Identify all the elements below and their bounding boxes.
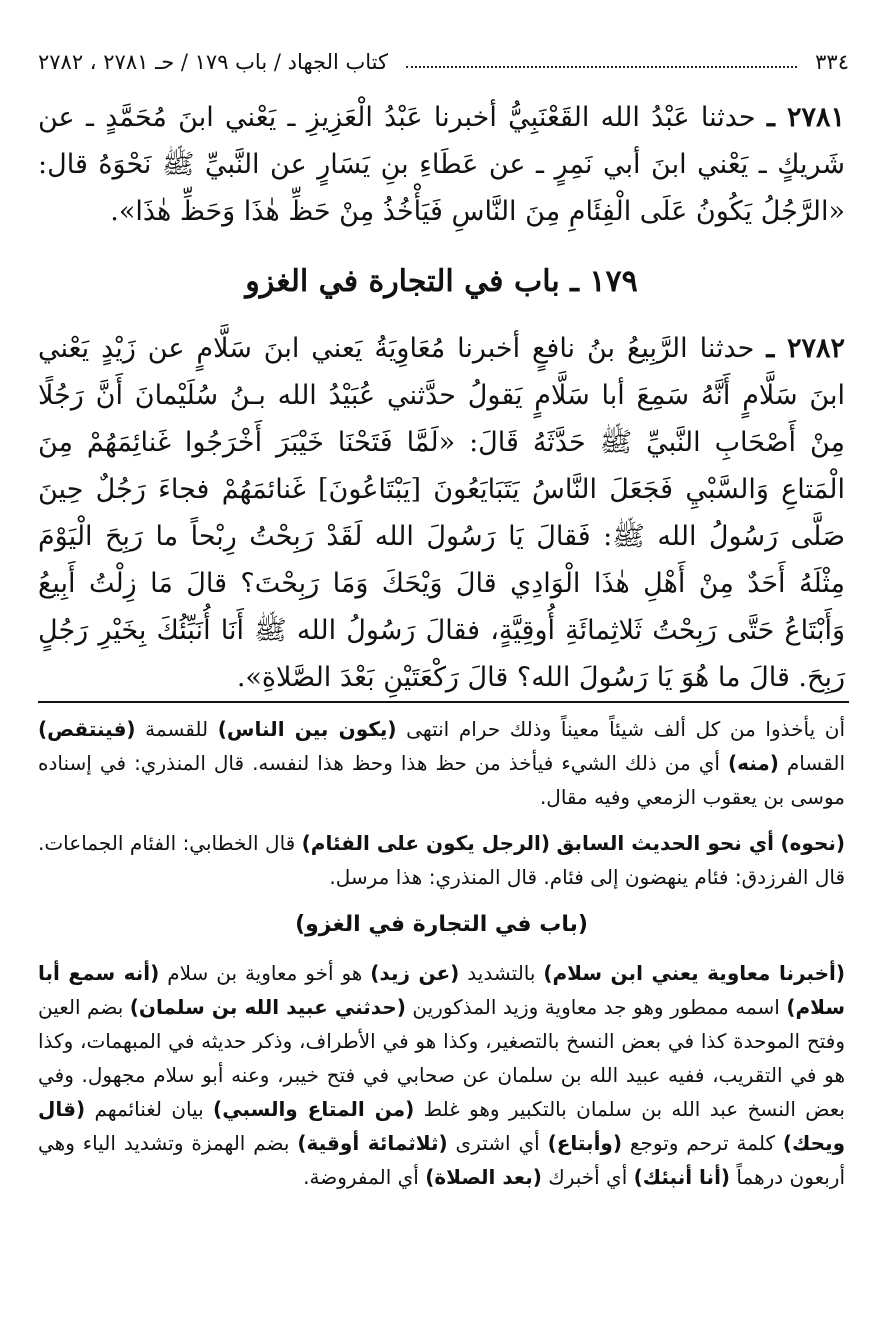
main-text <box>38 94 845 701</box>
commentary-text: أن يأخذوا من كل ألف شيئاً معيناً وذلك حرام انتهى <box>396 717 846 741</box>
commentary-bold-phrase: (أنا أنبئك) <box>633 1165 731 1189</box>
commentary-text: قال الخطابي: الفئام الجماعات. قال الفرزدق: فئام ينهضون إلى فئام. قال المنذري: هذا مرسل. <box>38 831 845 889</box>
commentary-text: هو أخو معاوية بن سلام <box>159 961 371 985</box>
commentary-bold-phrase: (قال ويحك) <box>38 1097 846 1155</box>
chapter-heading <box>38 257 845 307</box>
header-dot-leader <box>406 56 797 68</box>
commentary <box>38 712 845 1206</box>
commentary-text: أي اشترى <box>447 1131 548 1155</box>
commentary-bold-phrase: (أخبرنا معاوية يعني ابن سلام) <box>543 961 845 985</box>
hadith-number: ٢٧٨١ ـ <box>766 102 845 133</box>
commentary-bold-phrase: أي نحو الحديث السابق <box>556 831 775 855</box>
hadith-text: حدثنا عَبْدُ الله القَعْنَبِيُّ أخبرنا عَبْدُ الْعَزِيزِ ـ يَعْني ابنَ مُحَمَّدٍ ـ عن شَريكٍ ـ يَعْني ابنَ أبي نَمِرٍ ـ عن عَطَاءِ بنِ يَسَارٍ عن النَّبيِّ ﷺ نَحْوَهُ قال: «الرَّجُلُ يَكُونُ عَلَى الْفِئَامِ مِنَ النَّاسِ فَيَأْخُذُ مِنْ حَظِّ هٰذَا وَحَظِّ هٰذَا». <box>38 102 845 227</box>
chapter-number: ١٧٩ ـ <box>570 264 638 299</box>
chapter-label: باب <box>513 264 560 299</box>
commentary-bold-phrase: (وأبتاع) <box>547 1131 622 1155</box>
commentary-bold-phrase: (الرجل يكون على الفئام) <box>301 831 551 855</box>
commentary-text: بضم الهمزة وتشديد الياء وهي أربعون درهماً <box>38 1131 845 1189</box>
commentary-bold-phrase: (ثلاثمائة أوقية) <box>297 1131 448 1155</box>
commentary-bold-phrase: (منه) <box>727 751 779 775</box>
commentary-bold-phrase: (من المتاع والسبي) <box>213 1097 415 1121</box>
commentary-bold-phrase: (نحوه) <box>780 831 846 855</box>
commentary-text: بالتشديد <box>459 961 544 985</box>
commentary-bold-phrase: (يكون بين الناس) <box>217 717 397 741</box>
footnote-divider <box>38 701 849 703</box>
commentary-paragraph <box>38 956 845 1194</box>
commentary-paragraph <box>38 712 845 814</box>
commentary-text: اسمه ممطور وهو جد معاوية وزيد المذكورين <box>405 995 787 1019</box>
commentary-bold-phrase: (بعد الصلاة) <box>425 1165 542 1189</box>
commentary-text: أي المفروضة. <box>303 1165 426 1189</box>
chapter-title: في التجارة في الغزو <box>245 264 504 299</box>
commentary-text: أي من ذلك الشيء فيأخذ من حظ هذا وحظ هذا لنفسه. قال المنذري: في إسناده موسى بن يعقوب الزمعي وفيه مقال. <box>38 751 845 809</box>
page-number: ٣٣٤ <box>815 50 849 74</box>
hadith-number: ٢٧٨٢ ـ <box>766 333 845 364</box>
hadith-2781 <box>38 94 845 235</box>
commentary-subheading: (باب في التجارة في الغزو) <box>295 912 588 937</box>
commentary-text: بضم العين وفتح الموحدة كذا في بعض النسخ بالتصغير، وكذا هو في الأطراف، وذكر حديثه في المبهمات، وكذا هو في التقريب، ففيه عبيد الله بن سلمان عن صحابي في فتح خيبر، وعنه أبو سلام مجهول. وفي بعض النسخ عبد الله بن سلمان بالتكبير وهو غلط <box>38 995 846 1121</box>
commentary-bold-phrase: (فينتقص) <box>38 717 136 741</box>
hadith-2782 <box>38 325 845 701</box>
page-header <box>38 42 849 82</box>
commentary-text: القسام <box>778 751 845 775</box>
running-title: كتاب الجهاد / باب ١٧٩ / حـ ٢٧٨١ ، ٢٧٨٢ <box>38 50 388 74</box>
commentary-bold-phrase: (أنه سمع أبا سلام) <box>38 961 845 1019</box>
commentary-text: للقسمة <box>135 717 218 741</box>
hadith-text: حدثنا الرَّبِيعُ بنُ نافعٍ أخبرنا مُعَاوِيَةُ يَعني ابنَ سَلَّامٍ عن زَيْدٍ يَعْني ابنَ سَلَّامٍ أَنَّهُ سَمِعَ أبا سَلَّامٍ يَقولُ حدَّثني عُبَيْدُ الله بـنُ سُلَيْمانَ أَنَّ رَجُلًا مِنْ أَصْحَابِ النَّبيِّ ﷺ حَدَّثَهُ قَالَ: «لَمَّا فَتَحْنَا خَيْبَرَ أَخْرَجُوا غَنائِمَهُمْ مِنَ الْمَتاعِ وَالسَّبْيِ فَجَعَلَ النَّاسُ يَتَبَايَعُونَ [يَبْتَاعُونَ] غَنائمَهُمْ فجاءَ رَجُلٌ حِينَ صَلَّى رَسُولُ الله ﷺ: فَقالَ يَا رَسُولَ الله لَقَدْ رَبِحْتُ رِبْحاً ما رَبِحَ الْيَوْمَ مِثْلَهُ أَحَدٌ مِنْ أَهْلِ هٰذَا الْوَادِي قالَ وَيْحَكَ وَمَا رَبِحْتَ؟ قالَ مَا زِلْتُ أَبِيعُ وَأَبْتَاعُ حَتَّى رَبِحْتُ ثَلاثِمائَةِ أُوقِيَّةٍ، فقالَ رَسُولُ الله ﷺ أَنَا أُنَبِّئُكَ بِخَيْرِ رَجُلٍ رَبِحَ. قالَ ما هُوَ يَا رَسُولَ الله؟ قالَ رَكْعَتَيْنِ بَعْدَ الصَّلاةِ». <box>38 333 845 693</box>
commentary-text: بيان لغنائمهم <box>85 1097 214 1121</box>
commentary-paragraph <box>38 826 845 894</box>
commentary-text: أي أخبرك <box>541 1165 634 1189</box>
commentary-bold-phrase: (حدثني عبيد الله بن سلمان) <box>129 995 406 1019</box>
commentary-text: كلمة ترحم وتوجع <box>622 1131 783 1155</box>
commentary-bold-phrase: (عن زيد) <box>370 961 460 985</box>
